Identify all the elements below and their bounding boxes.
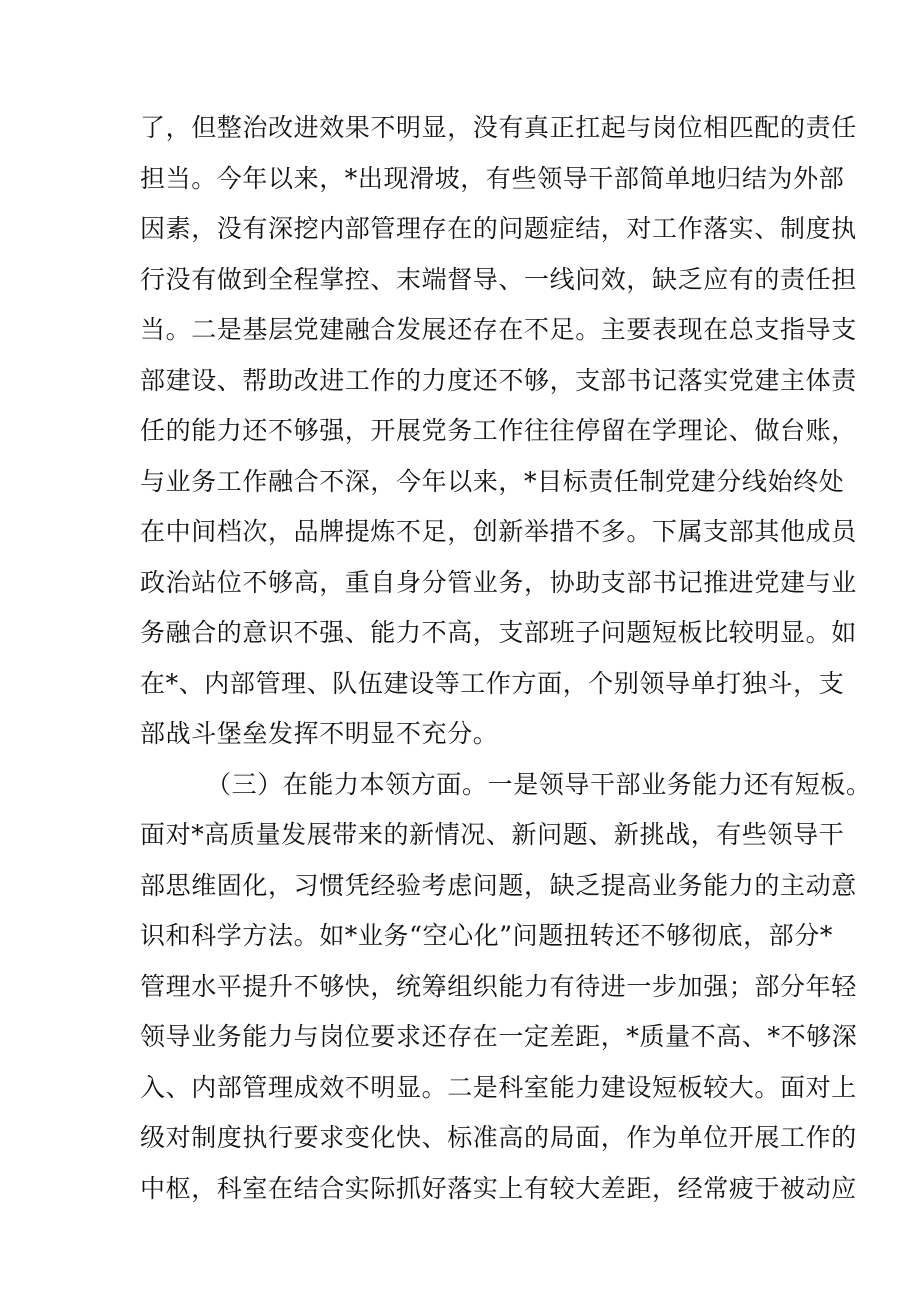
text-line: 部建设、帮助改进工作的力度还不够，支部书记落实党建主体责 — [140, 365, 857, 395]
text-line: 面对*高质量发展带来的新情况、新问题、新挑战，有些领导干 — [140, 820, 845, 849]
text-line: 务融合的意识不强、能力不高，支部班子问题短板比较明显。如 — [140, 618, 857, 647]
text-line: 部战斗堡垒发挥不明显不充分。 — [140, 719, 499, 748]
text-line: 因素，没有深挖内部管理存在的问题症结，对工作落实、制度执 — [140, 214, 857, 243]
text-line: 在*、内部管理、队伍建设等工作方面，个别领导单打独斗，支 — [140, 668, 845, 698]
text-line: 部思维固化，习惯凭经验考虑问题，缺乏提高业务能力的主动意 — [140, 870, 857, 900]
section-heading-line: （三）在能力本领方面。一是领导干部业务能力还有短板。 — [206, 769, 872, 799]
text-line: 了，但整治改进效果不明显，没有真正扛起与岗位相匹配的责任 — [140, 113, 857, 142]
text-line: 中枢，科室在结合实际抓好落实上有较大差距，经常疲于被动应 — [140, 1173, 857, 1203]
text-line: 行没有做到全程掌控、末端督导、一线问效，缺乏应有的责任担 — [140, 264, 857, 294]
text-line: 领导业务能力与岗位要求还存在一定差距，*质量不高、*不够深 — [140, 1022, 858, 1051]
text-line: 级对制度执行要求变化快、标准高的局面，作为单位开展工作的 — [140, 1123, 857, 1152]
text-line: 识和科学方法。如*业务“空心化”问题扭转还不够彻底，部分* — [140, 921, 833, 950]
text-line: 管理水平提升不够快，统筹组织能力有待进一步加强；部分年轻 — [140, 971, 857, 1001]
text-line: 担当。今年以来，*出现滑坡，有些领导干部简单地归结为外部 — [140, 163, 845, 193]
text-line: 入、内部管理成效不明显。二是科室能力建设短板较大。面对上 — [140, 1072, 857, 1102]
text-line: 政治站位不够高，重自身分管业务，协助支部书记推进党建与业 — [140, 567, 857, 597]
text-line: 任的能力还不够强，开展党务工作往往停留在学理论、做台账， — [140, 416, 857, 445]
document-body-text — [140, 103, 872, 1214]
text-line: 与业务工作融合不深，今年以来，*目标责任制党建分线始终处 — [140, 466, 845, 496]
text-line: 在中间档次，品牌提炼不足，创新举措不多。下属支部其他成员 — [140, 517, 857, 546]
text-line: 当。二是基层党建融合发展还存在不足。主要表现在总支指导支 — [140, 315, 857, 344]
